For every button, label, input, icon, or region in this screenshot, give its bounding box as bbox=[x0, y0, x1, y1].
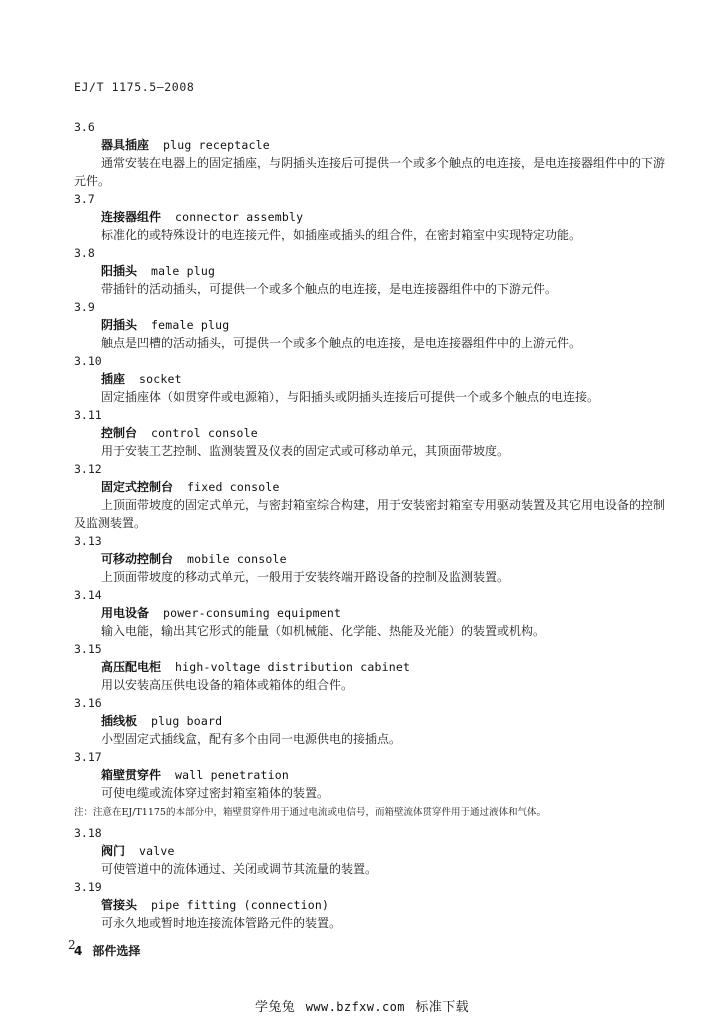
term-chinese: 插线板 bbox=[101, 714, 138, 728]
term-entry bbox=[0, 748, 724, 820]
term-number: 3.6 bbox=[74, 120, 95, 134]
term-chinese: 固定式控制台 bbox=[101, 480, 174, 494]
term-entry bbox=[0, 118, 724, 190]
term-title bbox=[101, 842, 724, 860]
term-definition: 触点是凹槽的活动插头，可提供一个或多个触点的电连接，是电连接器组件中的上游元件。 bbox=[101, 336, 582, 350]
term-definition: 输入电能，输出其它形式的能量（如机械能、化学能、热能及光能）的装置或机构。 bbox=[101, 624, 546, 638]
terms-list bbox=[0, 118, 724, 960]
term-entry bbox=[0, 586, 724, 640]
term-title bbox=[101, 208, 724, 226]
footer-url-link[interactable]: www.bzfxw.com bbox=[305, 1000, 405, 1014]
term-title bbox=[101, 604, 724, 622]
term-definition: 带插针的活动插头，可提供一个或多个触点的电连接，是电连接器组件中的下游元件。 bbox=[101, 282, 558, 296]
term-title bbox=[101, 316, 724, 334]
term-english: male plug bbox=[151, 264, 216, 278]
term-title bbox=[101, 136, 724, 154]
term-chinese: 可移动控制台 bbox=[101, 552, 174, 566]
term-entry bbox=[0, 190, 724, 244]
term-number: 3.11 bbox=[74, 408, 102, 422]
section-title: 部件选择 bbox=[92, 944, 141, 958]
term-number: 3.14 bbox=[74, 588, 102, 602]
term-english: high-voltage distribution cabinet bbox=[175, 660, 411, 674]
term-entry bbox=[0, 244, 724, 298]
term-chinese: 管接头 bbox=[101, 898, 138, 912]
term-number: 3.18 bbox=[74, 826, 102, 840]
term-number: 3.17 bbox=[74, 750, 102, 764]
term-number: 3.13 bbox=[74, 534, 102, 548]
term-number: 3.10 bbox=[74, 354, 102, 368]
page-number: 2 bbox=[68, 938, 76, 952]
term-title bbox=[101, 658, 724, 676]
term-number: 3.7 bbox=[74, 192, 95, 206]
term-chinese: 箱壁贯穿件 bbox=[101, 768, 162, 782]
term-definition: 通常安装在电器上的固定插座，与阴插头连接后可提供一个或多个触点的电连接，是电连接器组件中的下游元件。 bbox=[74, 156, 666, 188]
term-note: 注：注意在EJ/T1175的本部分中，箱壁贯穿件用于通过电流或电信号，而箱壁流体贯穿件用于通过液体和气体。 bbox=[74, 807, 546, 818]
term-english: control console bbox=[151, 426, 258, 440]
term-number: 3.19 bbox=[74, 880, 102, 894]
term-definition: 标准化的或特殊设计的电连接元件，如插座或插头的组合件，在密封箱室中实现特定功能。 bbox=[101, 228, 582, 242]
term-definition: 可永久地或暂时地连接流体管路元件的装置。 bbox=[101, 916, 342, 930]
term-definition: 用以安装高压供电设备的箱体或箱体的组合件。 bbox=[101, 678, 354, 692]
footer-caption: 标准下载 bbox=[415, 1000, 470, 1015]
term-definition: 可使电缆或流体穿过密封箱室箱体的装置。 bbox=[101, 786, 330, 800]
term-english: valve bbox=[139, 844, 175, 858]
term-definition: 小型固定式插线盒，配有多个由同一电源供电的接插点。 bbox=[101, 732, 402, 746]
term-chinese: 阀门 bbox=[101, 844, 126, 858]
term-english: socket bbox=[139, 372, 182, 386]
term-entry bbox=[0, 352, 724, 406]
term-title bbox=[101, 478, 724, 496]
term-number: 3.12 bbox=[74, 462, 102, 476]
term-chinese: 连接器组件 bbox=[101, 210, 162, 224]
term-chinese: 用电设备 bbox=[101, 606, 150, 620]
term-entry bbox=[0, 532, 724, 586]
term-number: 3.9 bbox=[74, 300, 95, 314]
term-entry bbox=[0, 878, 724, 932]
term-definition: 上顶面带坡度的固定式单元，与密封箱室综合构建，用于安装密封箱室专用驱动装置及其它用电设备的控制及监测装置。 bbox=[74, 498, 666, 530]
term-english: connector assembly bbox=[175, 210, 304, 224]
term-english: plug receptacle bbox=[163, 138, 270, 152]
term-title bbox=[101, 424, 724, 442]
term-english: plug board bbox=[151, 714, 223, 728]
term-chinese: 器具插座 bbox=[101, 138, 150, 152]
section-heading bbox=[74, 942, 724, 960]
term-entry bbox=[0, 824, 724, 878]
section-number: 4 bbox=[74, 944, 83, 958]
term-title bbox=[101, 370, 724, 388]
term-definition: 上顶面带坡度的移动式单元，一般用于安装终端开路设备的控制及监测装置。 bbox=[101, 570, 510, 584]
term-entry bbox=[0, 460, 724, 532]
term-entry bbox=[0, 640, 724, 694]
term-entry bbox=[0, 694, 724, 748]
term-definition: 可使管道中的流体通过、关闭或调节其流量的装置。 bbox=[101, 862, 378, 876]
term-chinese: 阳插头 bbox=[101, 264, 138, 278]
term-definition: 用于安装工艺控制、监测装置及仪表的固定式或可移动单元，其顶面带坡度。 bbox=[101, 444, 510, 458]
standard-code-header: EJ/T 1175.5—2008 bbox=[74, 80, 195, 94]
term-number: 3.8 bbox=[74, 246, 95, 260]
term-title bbox=[101, 262, 724, 280]
term-english: female plug bbox=[151, 318, 230, 332]
term-chinese: 阴插头 bbox=[101, 318, 138, 332]
download-footer bbox=[0, 996, 724, 1015]
term-number: 3.16 bbox=[74, 696, 102, 710]
term-chinese: 插座 bbox=[101, 372, 126, 386]
term-chinese: 控制台 bbox=[101, 426, 138, 440]
term-entry bbox=[0, 406, 724, 460]
term-definition: 固定插座体（如贯穿件或电源箱），与阳插头或阴插头连接后可提供一个或多个触点的电连接。 bbox=[101, 390, 600, 404]
term-english: pipe fitting (connection) bbox=[151, 898, 330, 912]
term-entry bbox=[0, 298, 724, 352]
term-english: wall penetration bbox=[175, 768, 289, 782]
term-english: fixed console bbox=[187, 480, 280, 494]
term-title bbox=[101, 896, 724, 914]
term-english: mobile console bbox=[187, 552, 287, 566]
term-number: 3.15 bbox=[74, 642, 102, 656]
term-title bbox=[101, 766, 724, 784]
term-chinese: 高压配电柜 bbox=[101, 660, 162, 674]
term-title bbox=[101, 712, 724, 730]
term-english: power-consuming equipment bbox=[163, 606, 342, 620]
footer-site-name: 学兔兔 bbox=[254, 1000, 296, 1015]
term-title bbox=[101, 550, 724, 568]
